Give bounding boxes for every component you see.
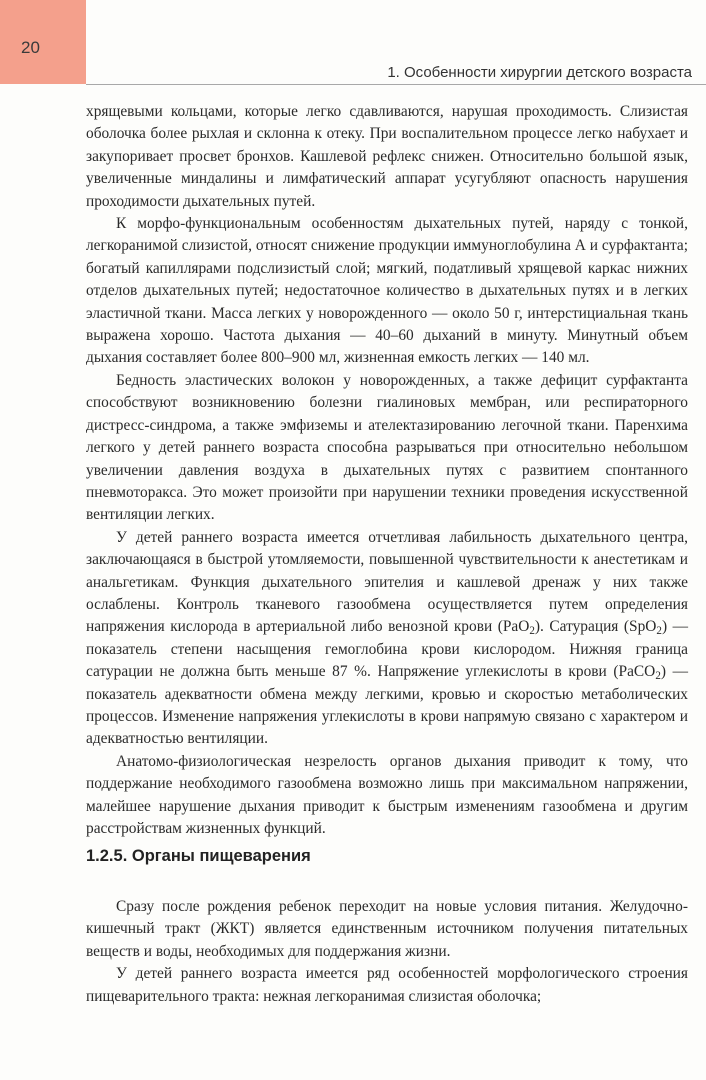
- gas-text-part-3: ) — показатель степени насыщения гемоглобина крови кислородом. Нижняя граница сатурации не должна быть меньше 87 %. Напряжение углекислоты в крови (: [86, 618, 688, 681]
- paragraph-elastic-fibers: Бедность эластических волокон у новорожденных, а также дефицит сурфактанта способствуют возникновению болезни гиалиновых мембран, или респираторного дистресс-синдрома, а также эмфиземы и ателектазированию легочной ткани. Паренхима легкого у детей раннего возраста способна разрываться при относительно небольшом увеличении давления воздуха в дыхательных путях с развитием спонтанного пневмоторакса. Это может произойти при нарушении техники проведения искусственной вентиляции легких.: [86, 371, 688, 524]
- page-corner-tab: [0, 0, 86, 84]
- paragraph-airway-continuation: хрящевыми кольцами, которые легко сдавливаются, нарушая проходимость. Слизистая оболочка более рыхлая и склонна к отеку. При воспалительном процессе легко набухает и закупоривает просвет бронхов. Кашлевой рефлекс снижен. Относительно большой язык, увеличенные миндалины и лимфатический аппарат усугубляют опасность нарушения проходимости дыхательных путей.: [86, 103, 688, 210]
- running-header-title: 1. Особенности хирургии детского возраста: [387, 64, 692, 81]
- paco2-term: PaCO: [618, 663, 656, 681]
- paragraph-digestive-features: У детей раннего возраста имеется ряд особенностей морфологического строения пищеварительного тракта: нежная легкоранимая слизистая оболочка;: [86, 965, 688, 1005]
- paco2-subscript: 2: [655, 670, 661, 683]
- section-heading-digestive: 1.2.5. Органы пищеварения: [86, 847, 311, 865]
- gas-text-part-2: ). Сатурация (: [534, 618, 630, 636]
- page-number: 20: [21, 38, 40, 57]
- gas-text-part-4: ) — показатель адекватности обмена между легкими, кровью и скоростью метаболических процессов. Изменение напряжения углекислоты в крови напрямую связано с характером и адекватностью вентиляции.: [86, 663, 688, 748]
- gas-text-part-1: У детей раннего возраста имеется отчетливая лабильность дыхательного центра, заключающаяся в быстрой утомляемости, повышенной чувствительности к анестетикам и анальгетикам. Функция дыхательного эпителия и кашлевой дренаж у них также ослаблены. Контроль тканевого газообмена осуществляется путем определения напряжения кислорода в артериальной либо венозной крови (: [86, 528, 688, 636]
- paragraph-gas-exchange: [86, 527, 688, 751]
- header-rule: [86, 84, 706, 85]
- paragraph-morpho-functional: К морфо-функциональным особенностям дыхательных путей, наряду с тонкой, легкоранимой слизистой, относят снижение продукции иммуноглобулина А и сурфактанта; богатый капиллярами подслизистый слой; мягкий, податливый хрящевой каркас нижних отделов дыхательных путей; недостаточное количество в дыхательных путях и в легких эластичной ткани. Масса легких у новорожденного — около 50 г, интерстициальная ткань выражена хорошо. Частота дыхания — 40–60 дыханий в минуту. Минутный объем дыхания составляет более 800–900 мл, жизненная емкость легких — 140 мл.: [86, 215, 688, 367]
- spo2-subscript: 2: [656, 625, 662, 638]
- pao2-term: PaO: [502, 618, 530, 636]
- paragraph-immaturity: Анатомо-физиологическая незрелость органов дыхания приводит к тому, что поддержание необходимого газообмена возможно лишь при максимальном напряжении, малейшее нарушение дыхания приводит к быстрым изменениям газообмена и другим расстройствам жизненных функций.: [86, 752, 688, 837]
- spo2-term: SpO: [629, 618, 657, 636]
- pao2-subscript: 2: [529, 625, 535, 638]
- paragraph-new-feeding: Сразу после рождения ребенок переходит на новые условия питания. Желудочно-кишечный тракт (ЖКТ) является единственным источником получения питательных веществ и воды, необходимых для поддержания жизни.: [86, 898, 688, 960]
- body-text-digestive: [86, 896, 688, 1008]
- body-text-respiratory: [86, 101, 688, 840]
